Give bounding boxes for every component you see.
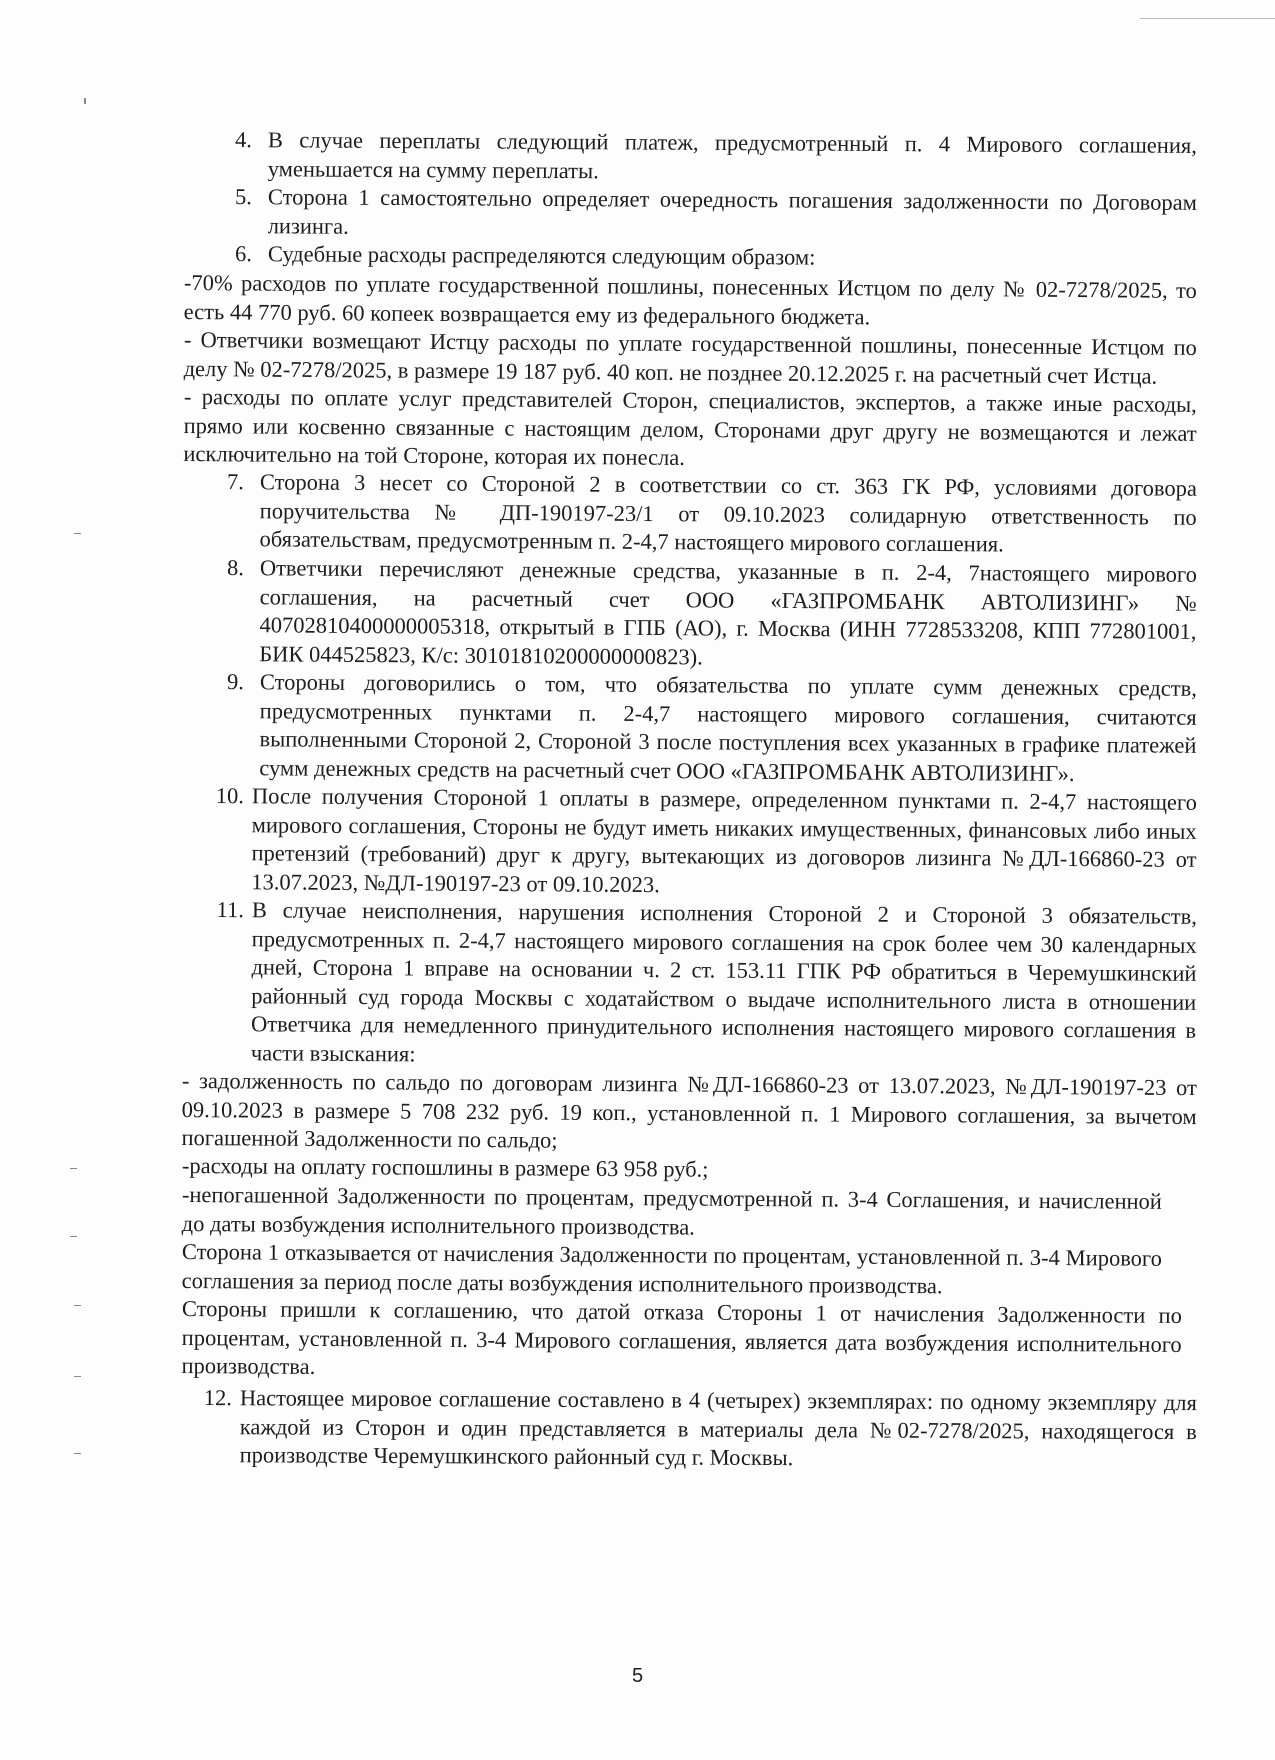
- paragraph: Сторона 1 отказывается от начисления Задолженности по процентам, установленной п. 3-4 Мирового соглашения за период после даты возбуждения исполнительного производства.: [181, 1238, 1162, 1298]
- item-text: Судебные расходы распределяются следующим образом:: [267, 241, 816, 270]
- item-number: 11.: [216, 896, 244, 922]
- item-text: После получения Стороной 1 оплаты в размере, определенном пунктами п. 2-4,7 настоящего мирового соглашения, Стороны не будут иметь никаких имущественных, финансовых либо иных претензий (требований) друг к другу, вытекающих из договоров лизинга №ДЛ-166860-23 от 13.07.2023, №ДЛ-190197-23 от 09.10.2023.: [251, 782, 1197, 897]
- scan-mark: [74, 1305, 81, 1306]
- list-item: [228, 126, 1197, 189]
- item-text: Сторона 1 самостоятельно определяет очередность погашения задолженности по Договорам лизинга.: [267, 184, 1197, 239]
- item-number: 7.: [226, 469, 244, 495]
- item-number: 5.: [234, 184, 252, 210]
- item-number: 10.: [215, 782, 244, 808]
- item-text: Сторона 3 несет со Стороной 2 в соответствии со ст. 363 ГК РФ, условиями договора поручительства № ДП-190197-23/1 от 09.10.2023 солидарную ответственность по обязательствам, предусмотренным п. 2-4,7 настоящего мирового соглашения.: [259, 469, 1197, 557]
- item-text: Ответчики перечисляют денежные средства, указанные в п. 2-4, 7настоящего мирового соглашения, на расчетный счет ООО «ГАЗПРОМБАНК АВТОЛИЗИНГ» № 40702810400000005318, открытый в ГПБ (АО), г. Москва (ИНН 7728533208, КПП 772801001, БИК 044525823, К/с: 30101810200000000823).: [259, 554, 1197, 669]
- paragraph: -70% расходов по уплате государственной пошлины, понесенных Истцом по делу № 02-7278/2025, то есть 44 770 руб. 60 копеек возвращается ему из федерального бюджета.: [183, 269, 1197, 329]
- scan-edge-line: [1140, 18, 1275, 19]
- item-text: В случае переплаты следующий платеж, предусмотренный п. 4 Мирового соглашения, уменьшается на сумму переплаты.: [267, 127, 1197, 183]
- document-body: [182, 126, 1197, 1470]
- paragraph: - расходы по оплате услуг представителей Сторон, специалистов, экспертов, а также иные расходы, прямо или косвенно связанные с настоящим делом, Сторонами друг другу не возмещаются и лежат исключительно на той Стороне, которая их понесла.: [183, 383, 1197, 470]
- scan-mark: [74, 1376, 81, 1377]
- paragraph: - задолженность по сальдо по договорам лизинга №ДЛ-166860-23 от 13.07.2023, №ДЛ-190197-23 от 09.10.2023 в размере 5 708 232 руб. 19 коп., установленной п. 1 Мирового соглашения, за вычетом погашенной Задолженности по сальдо;: [181, 1067, 1197, 1153]
- page-number: 5: [631, 1665, 644, 1687]
- scan-mark: [74, 533, 81, 534]
- item-number: 4.: [234, 127, 252, 153]
- list-item: [219, 668, 1197, 789]
- paragraph: -расходы на оплату госпошлины в размере 63 958 руб.;: [181, 1153, 709, 1182]
- item-number: 12.: [203, 1385, 232, 1411]
- list-item: [211, 896, 1197, 1074]
- scan-mark: [84, 98, 86, 104]
- item-text: В случае неисполнения, нарушения исполнения Стороной 2 и Стороной 3 обязательств, предусмотренных п. 2-4,7 настоящего мирового соглашения на срок более чем 30 календарных дней, Сторона 1 вправе на основании ч. 2 ст. 153.11 ГПК РФ обратиться в Черемушкинский районный суд города Москвы с ходатайством о выдаче исполнительного листа в отношении Ответчика для немедленного принудительного исполнения настоящего мирового соглашения в части взыскания:: [250, 896, 1197, 1066]
- list-item: [219, 554, 1197, 675]
- item-number: 9.: [226, 668, 244, 694]
- item-text: Настоящее мировое соглашение составлено в 4 (четырех) экземплярах: по одному экземпляру для каждой из Сторон и один представляется в материалы дела №02-7278/2025, находящегося в производстве Черемушкинского районный суд г. Москвы.: [239, 1385, 1197, 1471]
- paragraph: Стороны пришли к соглашению, что датой отказа Стороны 1 от начисления Задолженности по процентам, установленной п. 3-4 Мирового соглашения, является дата возбуждения исполнительного производства.: [181, 1295, 1182, 1379]
- scan-mark: [74, 1453, 81, 1454]
- scan-mark: [70, 1236, 77, 1237]
- item-number: 6.: [234, 241, 252, 267]
- list-item: [228, 240, 1197, 274]
- paragraph: -непогашенной Задолженности по процентам, предусмотренной п. 3-4 Соглашения, и начисленной до даты возбуждения исполнительного производства.: [181, 1181, 1162, 1239]
- list-item: [211, 782, 1197, 903]
- list-item: [200, 1384, 1197, 1475]
- list-item: [219, 468, 1197, 560]
- item-number: 8.: [226, 554, 244, 580]
- list-item: [228, 183, 1197, 246]
- paragraph: - Ответчики возмещают Истцу расходы по уплате государственной пошлины, понесенные Истцом по делу № 02-7278/2025, в размере 19 187 руб. 40 коп. не позднее 20.12.2025 г. на расчетный счет Истца.: [183, 326, 1197, 388]
- scan-mark: [70, 1168, 77, 1169]
- item-text: Стороны договорились о том, что обязательства по уплате сумм денежных средств, предусмотренных пунктами п. 2-4,7 настоящего мирового соглашения, считаются выполненными Стороной 2, Стороной 3 после поступления всех указанных в графике платежей сумм денежных средств на расчетный счет ООО «ГАЗПРОМБАНК АВТОЛИЗИНГ».: [259, 668, 1197, 785]
